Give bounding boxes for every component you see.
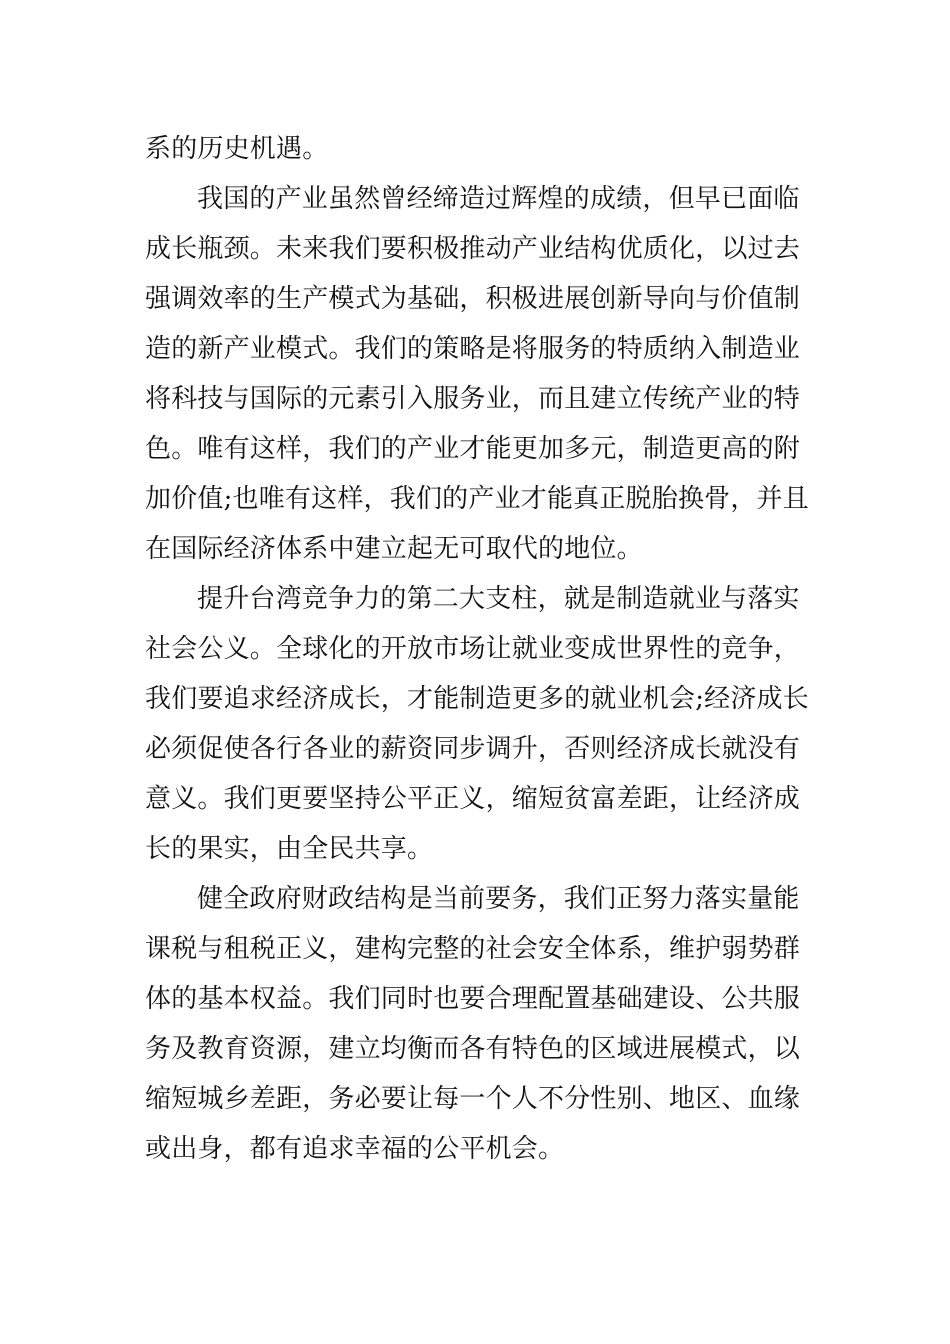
text-line: 色。唯有这样，我们的产业才能更加多元，制造更高的附	[145, 434, 801, 464]
text-line: 或出身，都有追求幸福的公平机会。	[145, 1134, 565, 1164]
paragraph-first-line: 提升台湾竞争力的第二大支柱，就是制造就业与落实	[197, 584, 800, 614]
text-line: 意义。我们更要坚持公平正义，缩短贫富差距，让经济成	[145, 784, 801, 814]
text-line: 加价值;也唯有这样，我们的产业才能真正脱胎换骨，并且	[145, 484, 809, 514]
text-line: 造的新产业模式。我们的策略是将服务的特质纳入制造业	[145, 334, 801, 364]
paragraph-first-line: 我国的产业虽然曾经缔造过辉煌的成绩，但早已面临	[197, 184, 800, 214]
text-line: 系的历史机遇。	[145, 134, 329, 164]
text-line: 将科技与国际的元素引入服务业，而且建立传统产业的特	[145, 384, 801, 414]
document-body	[145, 124, 810, 1174]
text-line: 成长瓶颈。未来我们要积极推动产业结构优质化，以过去	[145, 234, 801, 264]
text-line: 在国际经济体系中建立起无可取代的地位。	[145, 534, 643, 564]
text-line: 课税与租税正义，建构完整的社会安全体系，维护弱势群	[145, 934, 801, 964]
text-line: 强调效率的生产模式为基础，积极进展创新导向与价值制	[145, 284, 801, 314]
text-line: 我们要追求经济成长，才能制造更多的就业机会;经济成长	[145, 684, 809, 714]
text-line: 必须促使各行各业的薪资同步调升，否则经济成长就没有	[145, 734, 801, 764]
text-line: 社会公义。全球化的开放市场让就业变成世界性的竞争，	[145, 634, 801, 664]
text-line: 体的基本权益。我们同时也要合理配置基础建设、公共服	[145, 984, 801, 1014]
text-line: 务及教育资源，建立均衡而各有特色的区域进展模式，以	[145, 1034, 801, 1064]
paragraph-first-line: 健全政府财政结构是当前要务，我们正努力落实量能	[197, 884, 800, 914]
text-line: 缩短城乡差距，务必要让每一个人不分性别、地区、血缘	[145, 1084, 801, 1114]
text-line: 长的果实，由全民共享。	[145, 834, 434, 864]
